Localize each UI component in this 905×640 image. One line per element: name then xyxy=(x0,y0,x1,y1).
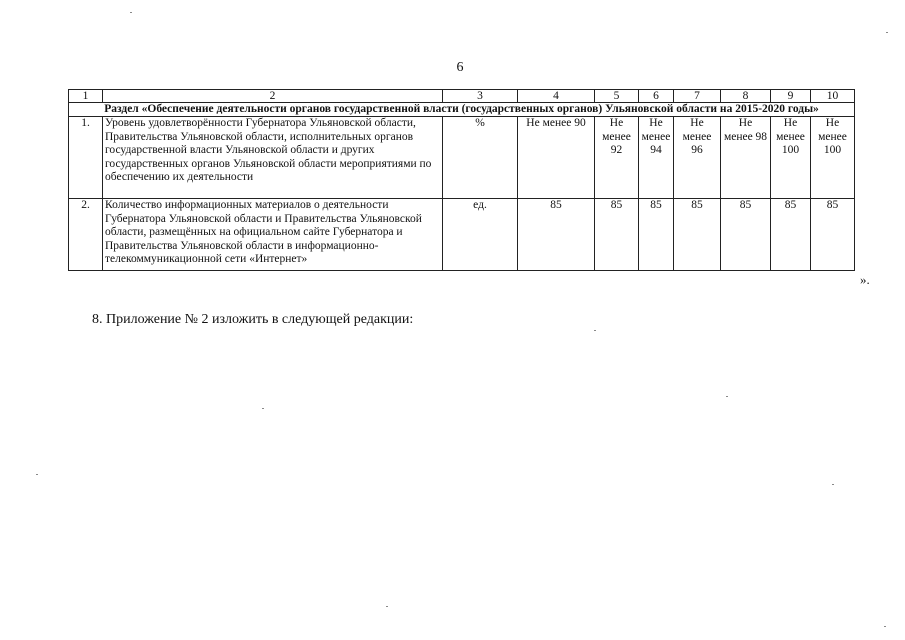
amendment-paragraph: 8. Приложение № 2 изложить в следующей редакции: xyxy=(92,312,414,327)
unit-cell: ед. xyxy=(443,199,518,271)
header-cell: 10 xyxy=(811,90,855,103)
value-cell: 85 xyxy=(639,199,674,271)
scan-speck xyxy=(36,474,38,475)
row-number: 1. xyxy=(69,117,103,199)
table-header-row xyxy=(69,90,855,103)
value-cell: Не менее 100 xyxy=(771,117,811,199)
value-cell: 85 xyxy=(771,199,811,271)
row-number: 2. xyxy=(69,199,103,271)
table-row xyxy=(69,117,855,199)
value-cell: Не менее 100 xyxy=(811,117,855,199)
header-cell: 8 xyxy=(721,90,771,103)
indicator-name: Уровень удовлетворённости Губернатора Ульяновской области, Правительства Ульяновской области, исполнительных органов государственной власти Ульяновской области и других государственных органов Ульяновской области мероприятиями по обеспечению их деятельности xyxy=(103,117,443,199)
scan-speck xyxy=(386,606,388,607)
scan-speck xyxy=(726,396,728,397)
scan-speck xyxy=(886,32,888,33)
header-cell: 3 xyxy=(443,90,518,103)
scan-speck xyxy=(594,330,596,331)
header-cell: 2 xyxy=(103,90,443,103)
value-cell: Не менее 96 xyxy=(674,117,721,199)
value-cell: 85 xyxy=(674,199,721,271)
value-cell: Не менее 92 xyxy=(595,117,639,199)
value-cell: Не менее 90 xyxy=(518,117,595,199)
section-row xyxy=(69,103,855,117)
header-cell: 9 xyxy=(771,90,811,103)
scan-speck xyxy=(262,408,264,409)
value-cell: 85 xyxy=(721,199,771,271)
value-cell: 85 xyxy=(518,199,595,271)
page-number: 6 xyxy=(456,60,464,75)
header-cell: 7 xyxy=(674,90,721,103)
header-cell: 6 xyxy=(639,90,674,103)
header-cell: 1 xyxy=(69,90,103,103)
header-cell: 5 xyxy=(595,90,639,103)
unit-cell: % xyxy=(443,117,518,199)
scan-speck xyxy=(130,12,132,13)
indicator-name: Количество информационных материалов о деятельности Губернатора Ульяновской области и Правительства Ульяновской области, размещённых на официальном сайте Губернатора и Правительства Ульяновской области в информационно-телекоммуникационной сети «Интернет» xyxy=(103,199,443,271)
value-cell: Не менее 94 xyxy=(639,117,674,199)
header-cell: 4 xyxy=(518,90,595,103)
closing-quote: ». xyxy=(860,272,870,287)
scan-speck xyxy=(884,626,886,627)
table-row xyxy=(69,199,855,271)
scan-speck xyxy=(832,484,834,485)
value-cell: 85 xyxy=(811,199,855,271)
value-cell: Не менее 98 xyxy=(721,117,771,199)
section-title: Раздел «Обеспечение деятельности органов государственной власти (государственных органов) Ульяновской области на 2015-2020 годы» xyxy=(69,103,855,117)
value-cell: 85 xyxy=(595,199,639,271)
indicator-table xyxy=(68,89,855,271)
